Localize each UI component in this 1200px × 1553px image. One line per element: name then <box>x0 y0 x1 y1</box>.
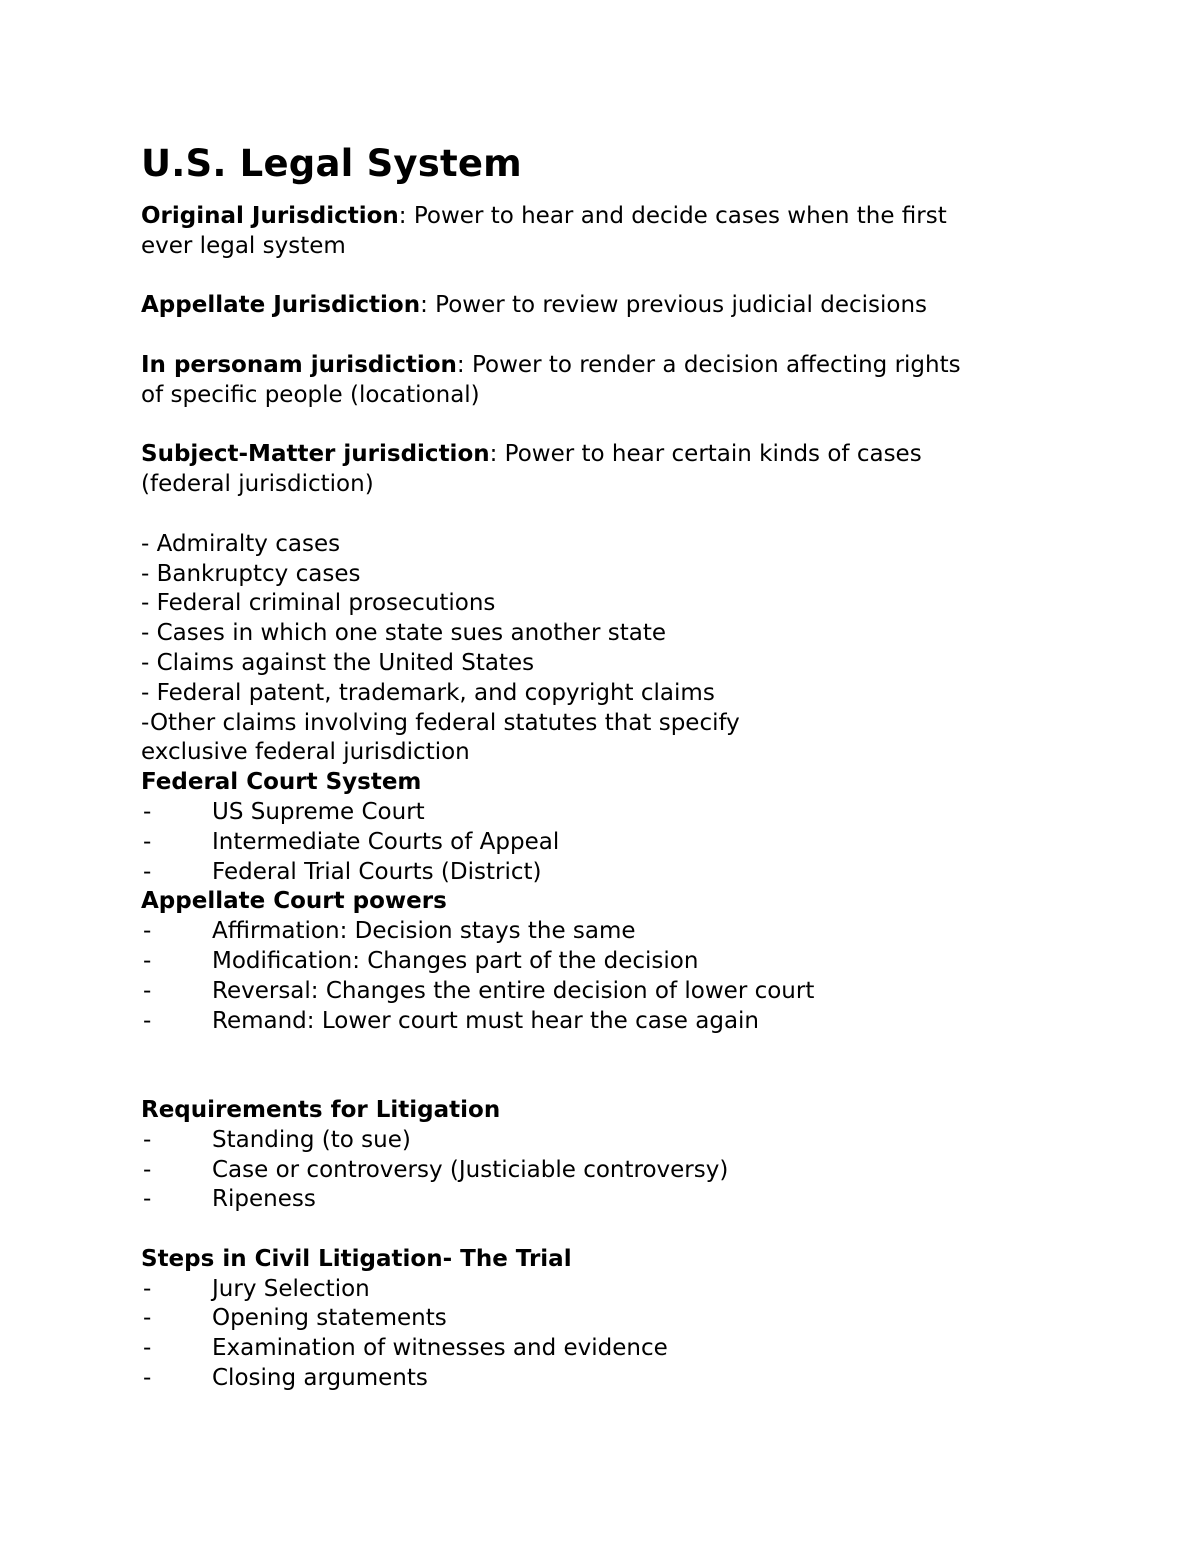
list-item-text: Affirmation: Decision stays the same <box>212 918 636 945</box>
list-item-text: Case or controversy (Justiciable controversy) <box>212 1156 729 1183</box>
definition-text-continued: of specific people (locational) <box>141 381 480 408</box>
dash-bullet: - <box>143 1335 152 1362</box>
definition-original-jurisdiction <box>141 202 1081 232</box>
dash-bullet: - <box>143 918 152 945</box>
document-title: U.S. Legal System <box>141 142 522 185</box>
list-item-text: Reversal: Changes the entire decision of lower court <box>212 977 815 1004</box>
list-item <box>141 1275 1081 1305</box>
list-item-text: Remand: Lower court must hear the case again <box>212 1007 760 1034</box>
list-item <box>141 1304 1081 1334</box>
dash-bullet: - <box>143 1305 152 1332</box>
dash-bullet: - <box>143 858 152 885</box>
federal-cases-list <box>141 530 1081 768</box>
document-body <box>141 138 1081 1394</box>
definition-text: : Power to hear certain kinds of cases <box>489 441 922 468</box>
dash-bullet: - <box>143 1156 152 1183</box>
dash-bullet: - <box>143 1275 152 1302</box>
section-heading: Steps in Civil Litigation- The Trial <box>141 1245 572 1272</box>
dash-bullet: - <box>143 798 152 825</box>
definition-term: Appellate Jurisdiction <box>141 292 421 319</box>
definition-text: : Power to render a decision affecting rights <box>456 351 961 378</box>
definition-term: Subject-Matter jurisdiction <box>141 441 490 468</box>
section-federal-court-system <box>141 768 1081 887</box>
dash-bullet: - <box>143 1126 152 1153</box>
definition-text-continued: ever legal system <box>141 232 346 259</box>
section-heading: Federal Court System <box>141 769 422 796</box>
list-item-text: Closing arguments <box>212 1365 428 1392</box>
list-item-text: Jury Selection <box>212 1275 370 1302</box>
definition-subject-matter-jurisdiction <box>141 440 1081 470</box>
definition-in-personam-jurisdiction <box>141 351 1081 381</box>
section-heading: Appellate Court powers <box>141 888 447 915</box>
list-item: - Bankruptcy cases <box>141 560 361 587</box>
dash-bullet: - <box>143 1365 152 1392</box>
list-item <box>141 858 1081 888</box>
definition-text: : Power to hear and decide cases when the first <box>398 203 947 229</box>
dash-bullet: - <box>143 828 152 855</box>
dash-bullet: - <box>143 947 152 974</box>
list-item-text: Standing (to sue) <box>212 1126 411 1153</box>
section-steps-in-civil-litigation <box>141 1245 1081 1394</box>
list-item <box>141 828 1081 858</box>
list-item: - Claims against the United States <box>141 649 535 676</box>
definition-term: In personam jurisdiction <box>141 351 457 378</box>
section-requirements-for-litigation <box>141 1096 1081 1215</box>
list-item <box>141 917 1081 947</box>
dash-bullet: - <box>143 1007 152 1034</box>
list-item-text: Ripeness <box>212 1186 316 1213</box>
list-item: - Admiralty cases <box>141 530 341 557</box>
list-item <box>141 977 1081 1007</box>
list-item: - Federal criminal prosecutions <box>141 590 496 617</box>
section-heading: Requirements for Litigation <box>141 1096 501 1123</box>
list-item-text: Intermediate Courts of Appeal <box>212 828 560 855</box>
list-item: exclusive federal jurisdiction <box>141 739 470 766</box>
definition-term: Original Jurisdiction <box>141 203 399 229</box>
list-item-text: Examination of witnesses and evidence <box>212 1335 668 1362</box>
definition-text: : Power to review previous judicial decisions <box>420 292 928 319</box>
list-item <box>141 798 1081 828</box>
list-item-text: US Supreme Court <box>212 798 425 825</box>
dash-bullet: - <box>143 977 152 1004</box>
list-item: -Other claims involving federal statutes that specify <box>141 709 740 736</box>
list-item <box>141 1156 1081 1186</box>
list-item-text: Federal Trial Courts (District) <box>212 858 542 885</box>
list-item <box>141 1007 1081 1037</box>
list-item-text: Opening statements <box>212 1305 447 1332</box>
section-appellate-court-powers <box>141 887 1081 1036</box>
list-item <box>141 1126 1081 1156</box>
list-item: - Federal patent, trademark, and copyright claims <box>141 679 715 706</box>
dash-bullet: - <box>143 1186 152 1213</box>
list-item <box>141 1334 1081 1364</box>
list-item <box>141 1185 1081 1215</box>
list-item-text: Modification: Changes part of the decision <box>212 947 699 974</box>
definition-appellate-jurisdiction <box>141 291 1081 321</box>
definition-text-continued: (federal jurisdiction) <box>141 471 374 498</box>
list-item <box>141 1364 1081 1394</box>
list-item: - Cases in which one state sues another state <box>141 620 666 647</box>
list-item <box>141 947 1081 977</box>
